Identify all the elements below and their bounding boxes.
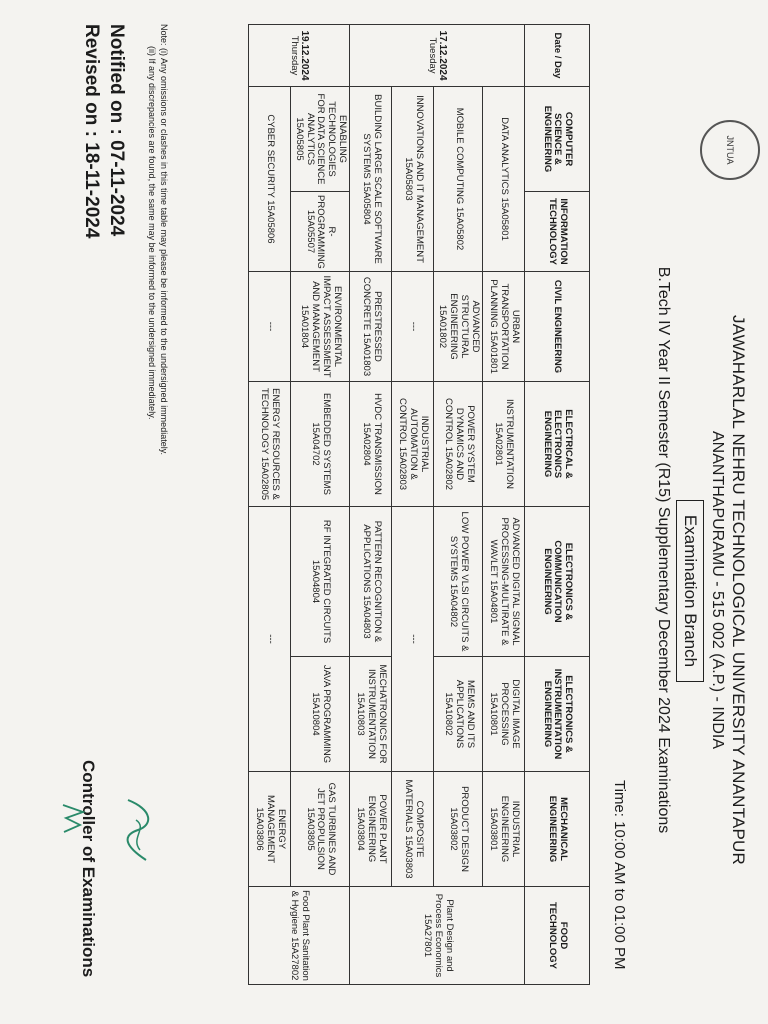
column-header: ELECTRICAL & ELECTRONICS ENGINEERING: [525, 382, 590, 507]
column-header: ELECTRONICS & INSTRUMENTATION ENGINEERING: [525, 657, 590, 772]
subject-cell: COMPOSITE MATERIALS 15A03803: [392, 772, 434, 887]
notified-date: Notified on : 07-11-2024: [106, 24, 127, 237]
subject-cell: BUILDING LARGE SCALE SOFTWARE SYSTEMS 15A05804: [350, 87, 392, 272]
subject-cell: PRODUCT DESIGN 15A03802: [434, 772, 483, 887]
subject-cell: MECHATRONICS FOR INSTRUMENTATION 15A10803: [350, 657, 392, 772]
subject-cell: MOBILE COMPUTING 15A05802: [434, 87, 483, 272]
exam-day: Thursday: [288, 35, 300, 76]
subject-cell: PRESTRESSED CONCRETE 15A01803: [350, 272, 392, 382]
subject-cell: INNOVATIONS AND IT MANAGEMENT 15A05803: [392, 87, 434, 272]
column-header: CIVIL ENGINEERING: [525, 272, 590, 382]
university-address: ANANTHAPURAMU - 515 002 (A.P.) - INDIA: [709, 430, 726, 749]
column-header: COMPUTER SCIENCE & ENGINEERING: [525, 87, 590, 192]
subject-cell: ---: [392, 507, 434, 772]
subject-cell: DATA ANALYTICS 15A05801: [483, 87, 525, 272]
exam-date: 17.12.2024: [437, 30, 449, 81]
date-cell: [350, 25, 525, 87]
notification-dates: [79, 24, 128, 238]
column-header: MECHANICAL ENGINEERING: [525, 772, 590, 887]
subject-cell: POWER PLANT ENGINEERING 15A03804: [350, 772, 392, 887]
subject-cell: PATTERN RECOGNITION & APPLICATIONS 15A04803: [350, 507, 392, 657]
date-cell: [248, 25, 350, 87]
notes: [146, 24, 170, 455]
subject-cell: HVDC TRANSMISSION 15A02804: [350, 382, 392, 507]
subject-cell: JAVA PROGRAMMING 15A10804: [290, 657, 350, 772]
exam-date: 19.12.2024: [299, 30, 311, 81]
table-row: [434, 25, 483, 985]
subject-cell: POWER SYSTEM DYNAMICS AND CONTROL 15A02802: [434, 382, 483, 507]
subject-cell: GAS TURBINES AND JET PROPULSION 15A03805: [290, 772, 350, 887]
university-seal-icon: JNTUA: [700, 120, 760, 180]
signature-icon: [118, 790, 158, 870]
subject-cell: ENERGY MANAGEMENT 15A03806: [248, 772, 290, 887]
note-line: Note: (i) Any omissions or clashes in this time table may please be informed to the undersigned immediately.: [159, 24, 169, 456]
table-row: [350, 25, 392, 985]
subject-cell: INSTRUMENTATION 15A02801: [483, 382, 525, 507]
subject-cell: INDUSTRIAL ENGINEERING 15A03801: [483, 772, 525, 887]
subject-cell: ENABLING TECHNOLOGIES FOR DATA SCIENCE ANALYTICS 15A05805: [290, 87, 350, 192]
subject-cell: Plant Design and Process Economics 15A27801: [350, 887, 525, 985]
subject-cell: Food Plant Sanitation & Hygiene 15A27802: [248, 887, 350, 985]
column-header: INFORMATION TECHNOLOGY: [525, 192, 590, 272]
subject-cell: RF INTEGRATED CIRCUITS 15A04804: [290, 507, 350, 657]
subject-cell: MEMS AND ITS APPLICATIONS 15A10802: [434, 657, 483, 772]
exam-day: Tuesday: [426, 37, 438, 74]
note-line: (ii) If any discrepancies are found, the same may be informed to the undersigned immediately.: [146, 46, 157, 420]
column-header: ELECTRONICS & COMMUNICATION ENGINEERING: [525, 507, 590, 657]
subject-cell: INDUSTRIAL AUTOMATION & CONTROL 15A02803: [392, 382, 434, 507]
subject-cell: ---: [248, 507, 290, 772]
exam-time: Time: 10:00 AM to 01:00 PM: [611, 780, 628, 970]
exam-timetable: [248, 24, 590, 985]
table-row: [483, 25, 525, 985]
table-header-row: [525, 25, 590, 985]
exam-subtitle: B.Tech IV Year II Semester (R15) Supplementary December 2024 Examinations: [655, 266, 672, 834]
table-row: [392, 25, 434, 985]
subject-cell: R-PROGRAMMING 15A05507: [290, 192, 350, 272]
subject-cell: ---: [392, 272, 434, 382]
subject-cell: EMBEDDED SYSTEMS 15A04702: [290, 382, 350, 507]
table-row: [290, 25, 350, 985]
branch-title: Examination Branch: [676, 500, 704, 682]
subject-cell: ENVIRONMENTAL IMPACT ASSESSMENT AND MANAGEMENT 15A01804: [290, 272, 350, 382]
subject-cell: ADVANCED DIGITAL SIGNAL PROCESSING-MULTIRATE & WAVLET 15A04801: [483, 507, 525, 657]
column-header: Date / Day: [525, 25, 590, 87]
subject-cell: ENERGY RESOURCES & TECHNOLOGY 15A02805: [248, 382, 290, 507]
subject-cell: ADVANCED STRUCTURAL ENGINEERING 15A01802: [434, 272, 483, 382]
table-row: [248, 25, 290, 985]
subject-cell: LOW POWER VLSI CIRCUITS & SYSTEMS 15A04802: [434, 507, 483, 657]
subject-cell: DIGITAL IMAGE PROCESSING 15A10801: [483, 657, 525, 772]
controller-title: Controller of Examinations: [79, 760, 98, 978]
subject-cell: CYBER SECURITY 15A05806: [248, 87, 290, 272]
subject-cell: ---: [248, 272, 290, 382]
initials-signature-icon: [58, 800, 88, 840]
university-name: JAWAHARLAL NEHRU TECHNOLOGICAL UNIVERSITY ANANTAPUR: [729, 315, 748, 865]
revised-date: Revised on : 18-11-2024: [81, 24, 103, 239]
column-header: FOOD TECHNOLOGY: [525, 887, 590, 985]
subject-cell: URBAN TRANSPORTATION PLANNING 15A01801: [483, 272, 525, 382]
